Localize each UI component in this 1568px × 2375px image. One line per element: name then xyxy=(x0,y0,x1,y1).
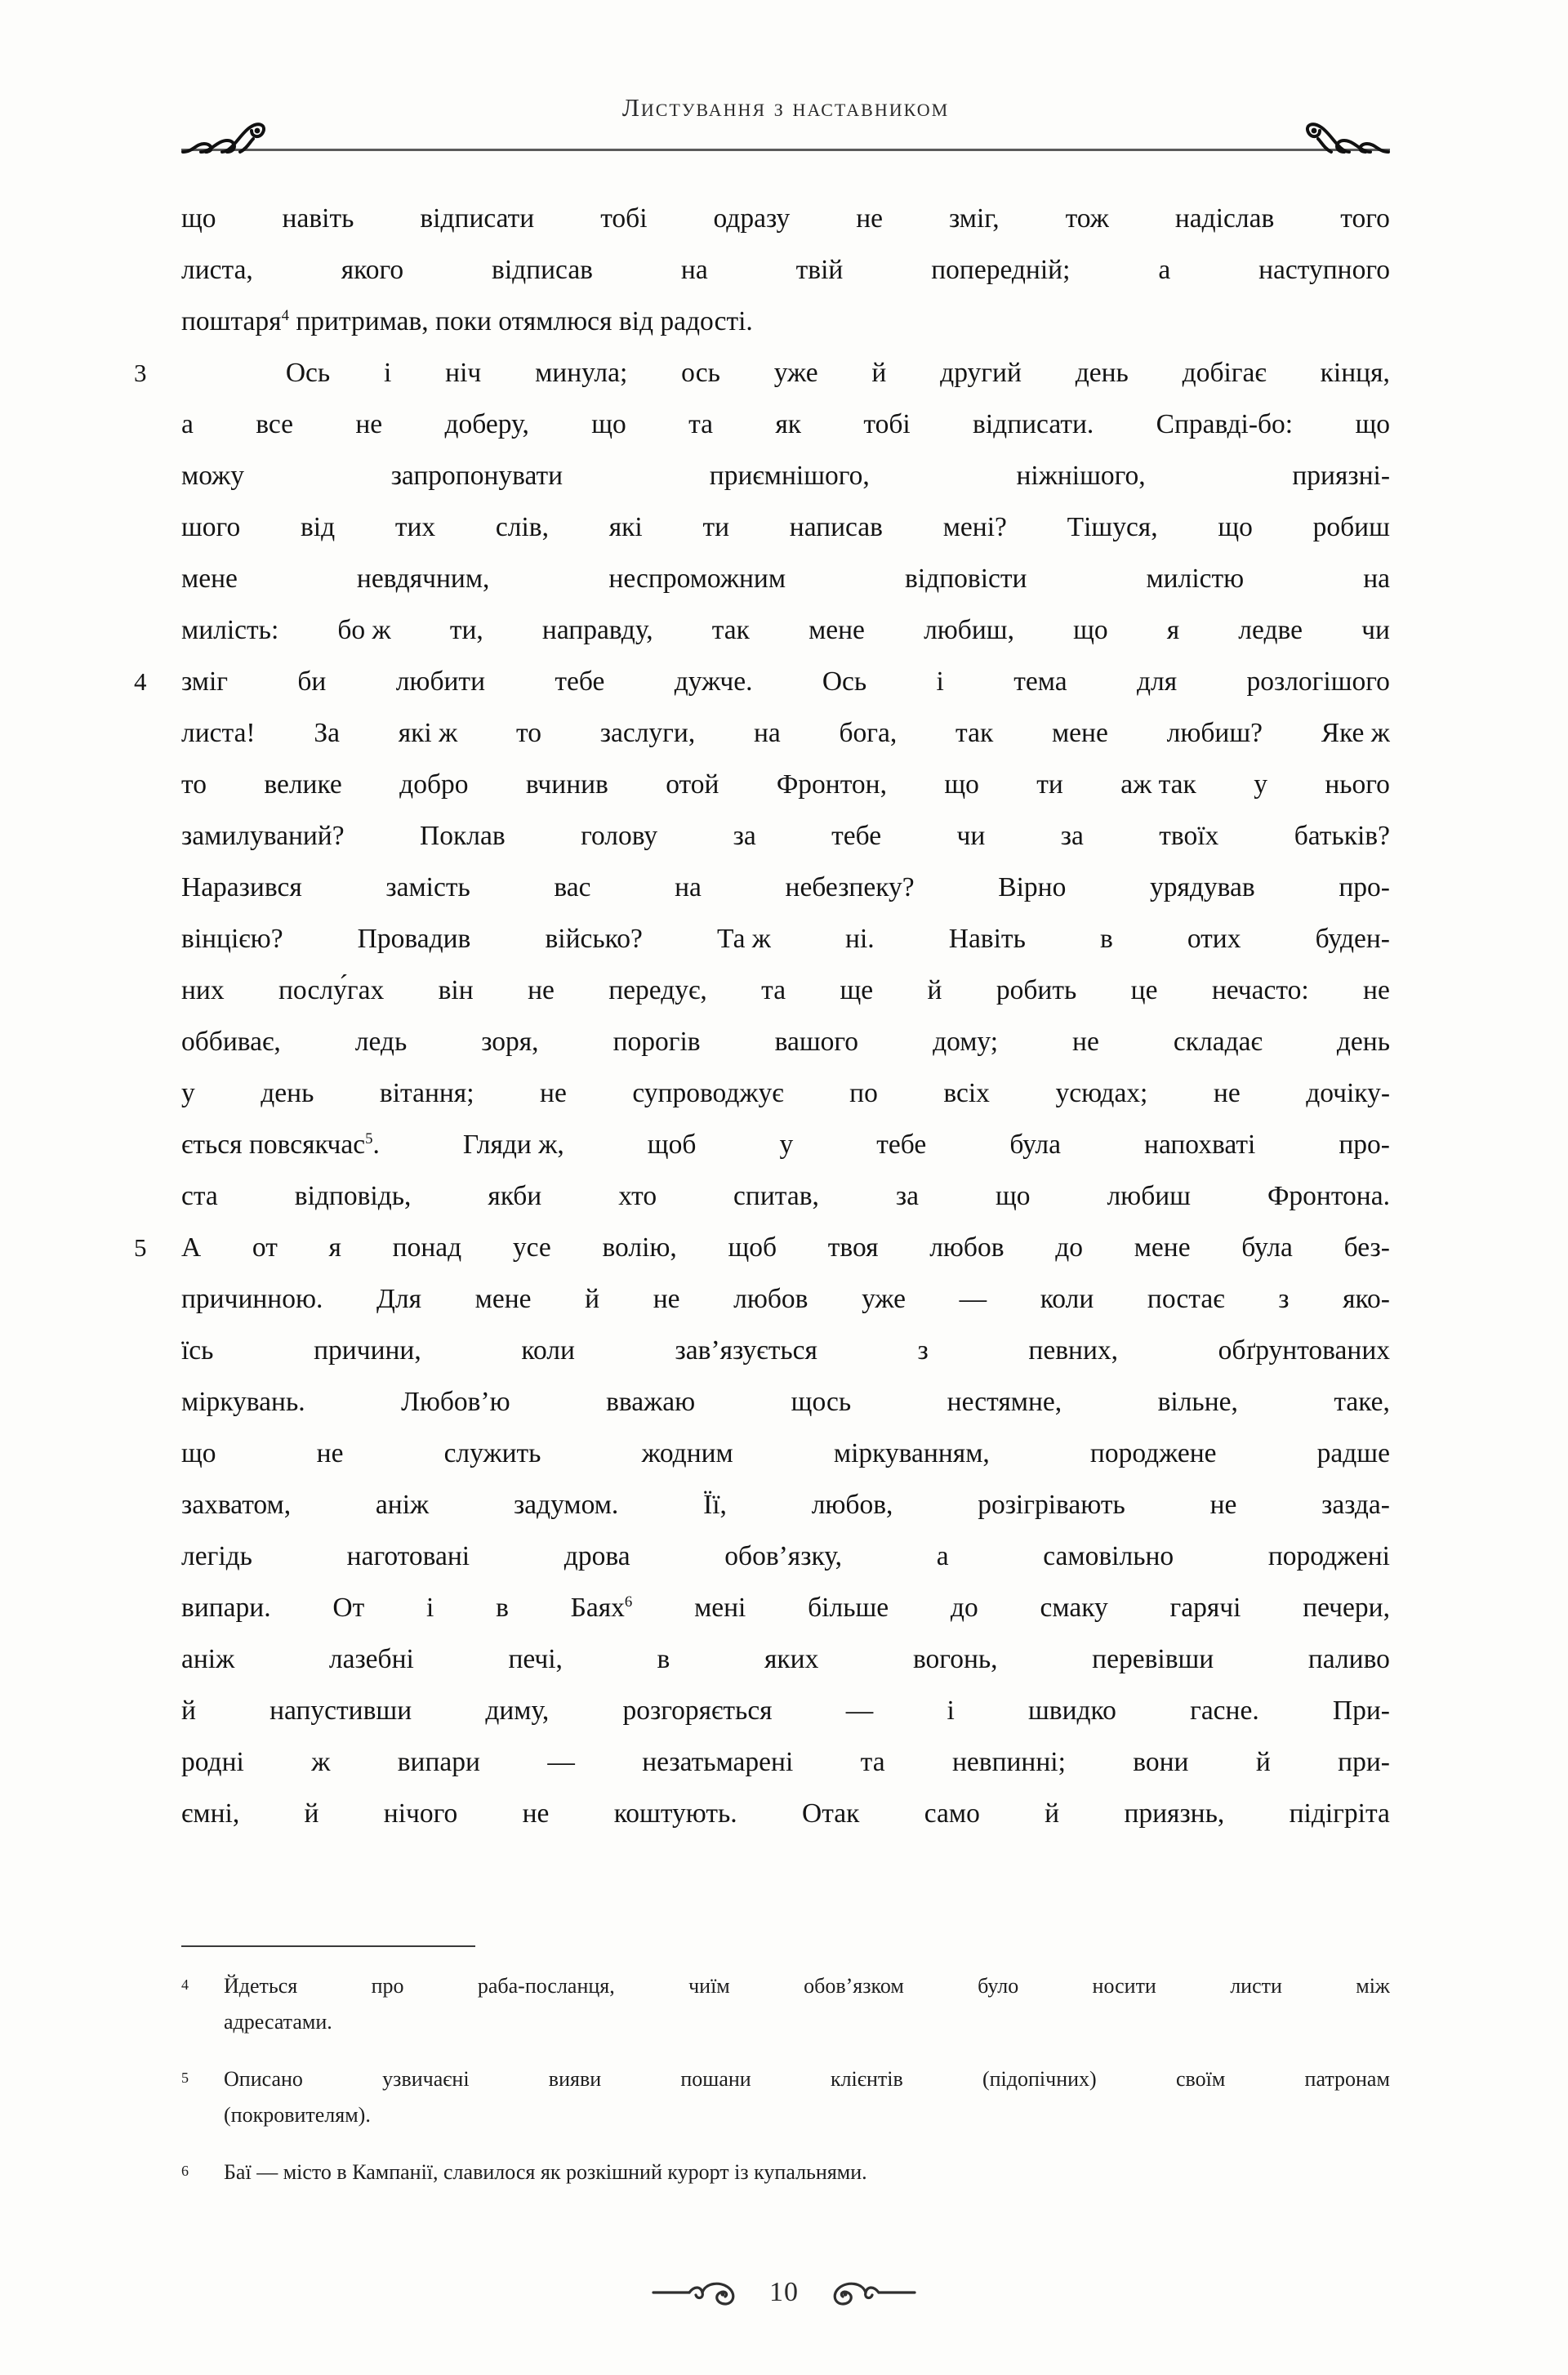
spiral-ornament-left-icon xyxy=(652,2276,748,2309)
marginal-number: 3 xyxy=(134,359,147,387)
text-line: шого від тих слів, які ти написав мені? Тішуся, що робиш xyxy=(181,512,1390,542)
text-line: вінцією? Провадив військо? Та ж ні. Навіть в отих буден- xyxy=(181,924,1390,954)
flourish-ornament-left-icon xyxy=(176,106,274,155)
page-footer xyxy=(0,2264,1568,2321)
footnote-item xyxy=(181,2154,1390,2190)
spiral-ornament-right-icon xyxy=(820,2276,916,2309)
text-line: міркувань. Любов’ю вважаю щось нестямне, вільне, таке, xyxy=(181,1387,1390,1417)
footnote-line: Баї — місто в Кампанії, славилося як розкішний курорт із купальнями. xyxy=(224,2160,867,2184)
header-rule xyxy=(181,149,1390,151)
text-line: аніж лазебні печі, в яких вогонь, перевівши паливо xyxy=(181,1644,1390,1674)
text-line: ється повсякчас$^5$. Гляди ж, щоб у тебе була напохваті про- xyxy=(181,1130,1390,1160)
text-line: ста відповідь, якби хто спитав, за що любиш Фронтона. xyxy=(181,1181,1390,1211)
footnote-item xyxy=(181,1968,1390,2040)
text-line: їсь причини, коли зав’язується з певних, обґрунтованих xyxy=(181,1335,1390,1366)
footnote-ref-5[interactable]: 5 xyxy=(365,1130,373,1147)
footnote-marker: 5 xyxy=(181,2070,189,2086)
text-line: випари. От і в Баях$^6$ мені більше до смаку гарячі печери, xyxy=(181,1593,1390,1623)
page-number: 10 xyxy=(769,2277,799,2307)
text-line: милість: бо ж ти, направду, так мене любиш, що я ледве чи xyxy=(181,615,1390,645)
footnote-marker: 4 xyxy=(181,1976,189,1993)
footnote-ref-6[interactable]: 6 xyxy=(624,1593,633,1611)
footnote-marker: 6 xyxy=(181,2163,189,2179)
marginal-number: 5 xyxy=(134,1233,147,1262)
flourish-ornament-right-icon xyxy=(1297,106,1395,155)
text-line: ємні, й нічого не коштують. Отак само й приязнь, підігріта xyxy=(181,1798,1390,1829)
text-line: Ось і ніч минула; ось уже й другий день добігає кінця, xyxy=(285,358,1390,388)
text-line: й напустивши диму, розгоряється — і швидко гасне. При- xyxy=(181,1695,1390,1726)
running-head xyxy=(181,88,1390,157)
footnote-line: (покровителям). xyxy=(224,2103,371,2127)
footnote-item xyxy=(181,2061,1390,2133)
page-title: Листування з наставником xyxy=(621,93,950,122)
text-line: А от я понад усе волію, щоб твоя любов до мене була без- xyxy=(181,1232,1390,1263)
text-line: родні ж випари — незатьмарені та невпинні; вони й при- xyxy=(181,1747,1390,1777)
text-line: замилуваний? Поклав голову за тебе чи за твоїх батьків? xyxy=(181,821,1390,851)
body-text xyxy=(134,193,1390,1839)
text-line: захватом, аніж задумом. Її, любов, розігрівають не зазда- xyxy=(181,1490,1390,1520)
footnote-text xyxy=(224,2061,1390,2133)
text-line: мене невдячним, неспроможним відповісти милістю на xyxy=(181,564,1390,594)
text-line: листа! За які ж то заслуги, на бога, так мене любиш? Яке ж xyxy=(181,718,1390,748)
text-line: зміг би любити тебе дужче. Ось і тема для розлогішого xyxy=(181,666,1390,697)
text-line: у день вітання; не супроводжує по всіх усюдах; не дочіку- xyxy=(181,1078,1390,1108)
text-line: причинною. Для мене й не любов уже — коли постає з яко- xyxy=(181,1284,1390,1314)
text-line: можу запропонувати приємнішого, ніжнішого, приязні- xyxy=(181,461,1390,491)
text-line: легідь наготовані дрова обов’язку, а самовільно породжені xyxy=(181,1541,1390,1571)
text-line: що навіть відписати тобі одразу не зміг, тож надіслав того xyxy=(181,203,1390,234)
text-line: що не служить жодним міркуванням, породжене радше xyxy=(181,1438,1390,1468)
text-line: них послу́гах він не передує, та ще й робить це нечасто: не xyxy=(181,975,1390,1005)
paragraph xyxy=(134,347,1390,656)
text-line: то велике добро вчинив отой Фронтон, що ти аж так у нього xyxy=(181,769,1390,800)
marginal-number: 4 xyxy=(134,667,147,696)
footnotes-section xyxy=(181,1945,1390,2190)
paragraph xyxy=(134,656,1390,1222)
paragraph xyxy=(181,193,1390,347)
footnote-text xyxy=(224,2154,1390,2190)
text-line: оббиває, ледь зоря, порогів вашого дому; не складає день xyxy=(181,1027,1390,1057)
footnote-ref-4[interactable]: 4 xyxy=(281,306,289,324)
footnote-line: адресатами. xyxy=(224,2010,332,2034)
text-line: листа, якого відписав на твій попередній; а наступного xyxy=(181,255,1390,285)
footnote-line: Йдеться про раба-посланця, чиїм обов’язком було носити листи між xyxy=(224,1974,1390,1998)
footnote-separator-rule xyxy=(181,1945,475,1947)
text-line: а все не доберу, що та як тобі відписати. Справді-бо: що xyxy=(181,409,1390,439)
text-line: поштаря$^4$ притримав, поки отямлюся від радості. xyxy=(181,306,753,336)
paragraph xyxy=(134,1222,1390,1839)
footnote-text xyxy=(224,1968,1390,2040)
footnote-line: Описано узвичаєні вияви пошани клієнтів (підопічних) своїм патронам xyxy=(224,2067,1390,2091)
text-line: Наразився замість вас на небезпеку? Вірно урядував про- xyxy=(181,872,1390,902)
